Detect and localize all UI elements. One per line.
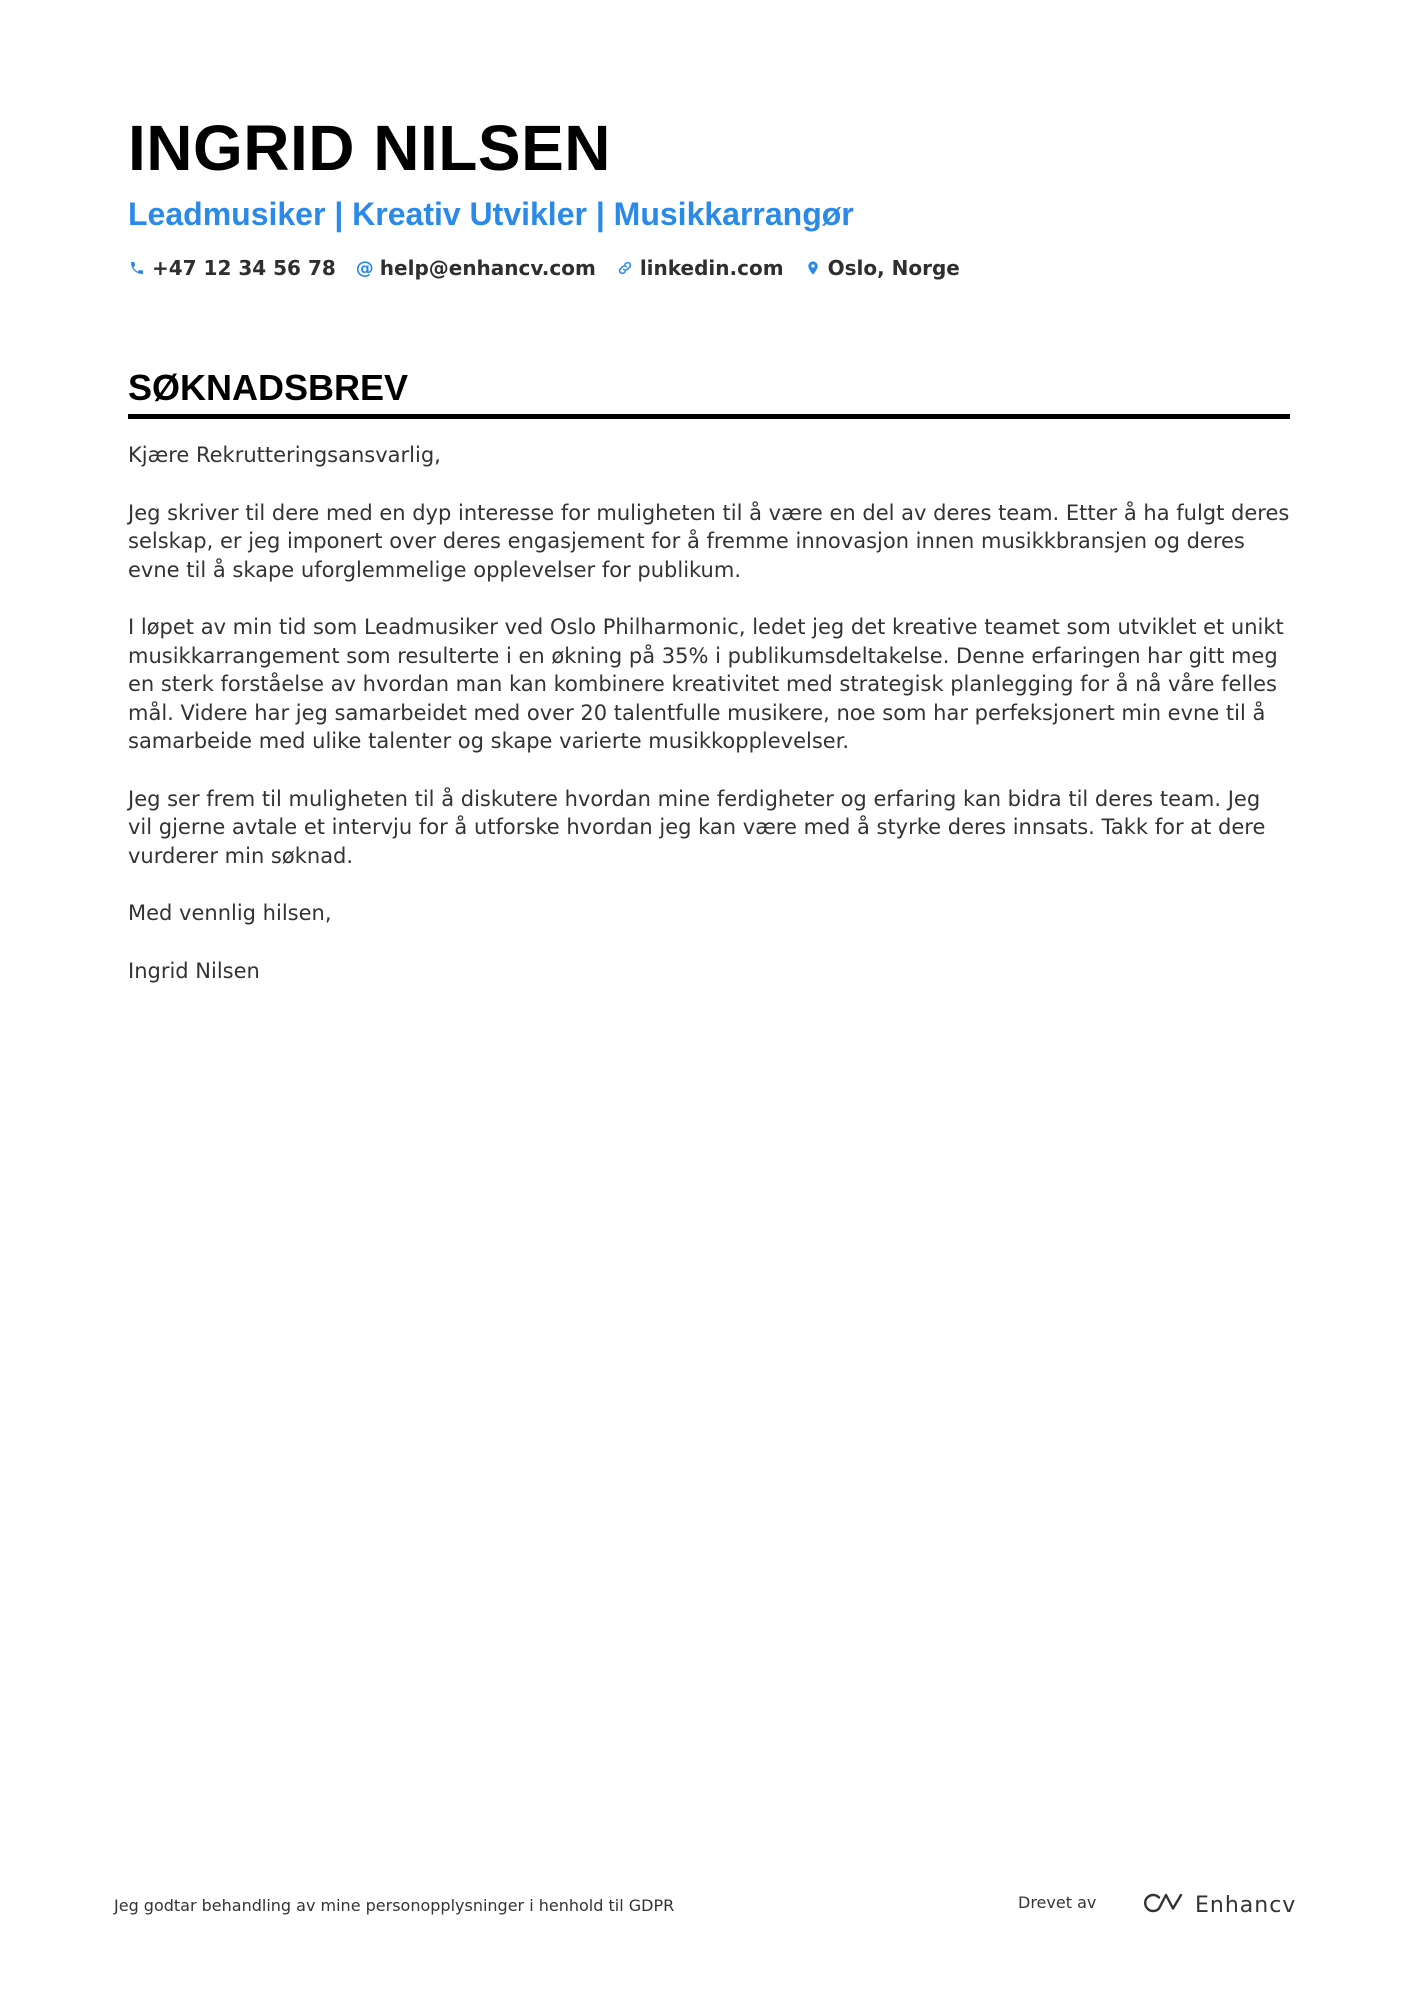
section-title: SØKNADSBREV [128, 367, 409, 408]
letter-paragraph-1: Jeg skriver til dere med en dyp interesse for muligheten til å være en del av deres team. Etter å ha fulgt deres selskap, er jeg imponert over deres engasjement for å fremme innovasjon innen musikkbransjen og deres evne til å skape uforglemmelige opplevelser for publikum. [128, 500, 1290, 582]
cover-letter-section [128, 368, 1290, 1014]
applicant-subtitle: Leadmusiker | Kreativ Utvikler | Musikkarrangør [128, 196, 854, 232]
link-icon [616, 259, 634, 277]
enhancv-brand-name[interactable]: Enhancv [1195, 1892, 1297, 1918]
letter-closing: Med vennlig hilsen, [128, 901, 332, 925]
letter-body [128, 441, 1290, 985]
letter-paragraph-2: I løpet av min tid som Leadmusiker ved Oslo Philharmonic, ledet jeg det kreative teamet som utviklet et unikt musikkarrangement som resulterte i en økning på 35% i publikumsdeltakelse. Denne erfaringen har gitt meg en sterk forståelse av hvordan man kan kombinere kreativitet med strategisk planlegging for å nå våre felles mål. Videre har jeg samarbeidet med over 20 talentfulle musikere, noe som har perfeksjonert min evne til å samarbeide med ulike talenter og skape varierte musikkopplevelser. [128, 615, 1284, 753]
powered-by-text: Drevet av [1018, 1893, 1097, 1912]
phone-icon [128, 259, 146, 277]
phone-text: +47 12 34 56 78 [152, 256, 336, 280]
contact-phone [128, 256, 336, 280]
contact-email[interactable] [356, 256, 596, 280]
enhancv-brand[interactable] [1139, 1890, 1296, 1920]
contact-location [804, 256, 960, 280]
letter-paragraph-3: Jeg ser frem til muligheten til å diskutere hvordan mine ferdigheter og erfaring kan bidra til deres team. Jeg vil gjerne avtale et intervju for å utforske hvordan jeg kan være med å styrke deres innsats. Takk for at dere vurderer min søknad. [128, 786, 1266, 868]
linkedin-text[interactable]: linkedin.com [639, 256, 784, 280]
header [128, 110, 1290, 280]
email-text[interactable]: help@enhancv.com [379, 256, 596, 280]
letter-signature: Ingrid Nilsen [128, 958, 260, 983]
contact-row [128, 256, 1290, 280]
enhancv-logo-icon [1139, 1890, 1195, 1920]
section-divider [128, 414, 1290, 419]
footer [114, 1890, 1297, 1920]
applicant-name: INGRID NILSEN [128, 112, 611, 184]
gdpr-consent-text: Jeg godtar behandling av mine personopplysninger i henhold til GDPR [114, 1896, 675, 1915]
location-text: Oslo, Norge [827, 256, 960, 280]
location-pin-icon [804, 259, 822, 277]
at-icon: @ [355, 257, 374, 279]
contact-linkedin[interactable] [616, 256, 784, 280]
letter-greeting: Kjære Rekrutteringsansvarlig, [128, 443, 441, 467]
